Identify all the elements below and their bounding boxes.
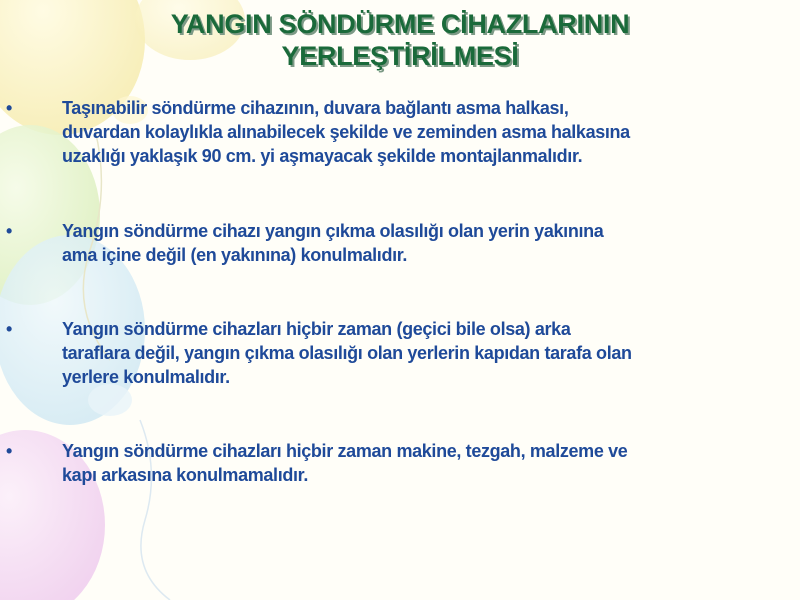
bullet-line: Yangın söndürme cihazları hiçbir zaman (geçici bile olsa) arka: [62, 319, 571, 339]
bullet-marker: •: [6, 319, 13, 339]
bullet-text: [62, 96, 790, 168]
bullet-text: [62, 317, 790, 389]
slide-title: [0, 8, 800, 72]
title-line-2: YERLEŞTİRİLMESİ: [281, 41, 519, 71]
bullet-marker: •: [6, 221, 13, 241]
bullet-line: uzaklığı yaklaşık 90 cm. yi aşmayacak şekilde montajlanmalıdır.: [62, 146, 583, 166]
bullet-line: taraflara değil, yangın çıkma olasılığı olan yerlerin kapıdan tarafa olan: [62, 343, 632, 363]
bullet-marker: •: [6, 98, 13, 118]
bullet-marker: •: [6, 441, 13, 461]
title-line-1: YANGIN SÖNDÜRME CİHAZLARININ: [170, 9, 630, 39]
bullet-text: [62, 219, 790, 267]
bullet-line: Yangın söndürme cihazları hiçbir zaman makine, tezgah, malzeme ve: [62, 441, 628, 461]
bullet-line: yerlere konulmalıdır.: [62, 367, 230, 387]
bullet-line: Yangın söndürme cihazı yangın çıkma olasılığı olan yerin yakınına: [62, 221, 604, 241]
bullet-line: kapı arkasına konulmamalıdır.: [62, 465, 308, 485]
bullet-line: duvardan kolaylıkla alınabilecek şekilde ve zeminden asma halkasına: [62, 122, 630, 142]
bullet-line: ama içine değil (en yakınına) konulmalıdır.: [62, 245, 408, 265]
bullet-line: Taşınabilir söndürme cihazının, duvara bağlantı asma halkası,: [62, 98, 569, 118]
bullet-text: [62, 439, 790, 487]
